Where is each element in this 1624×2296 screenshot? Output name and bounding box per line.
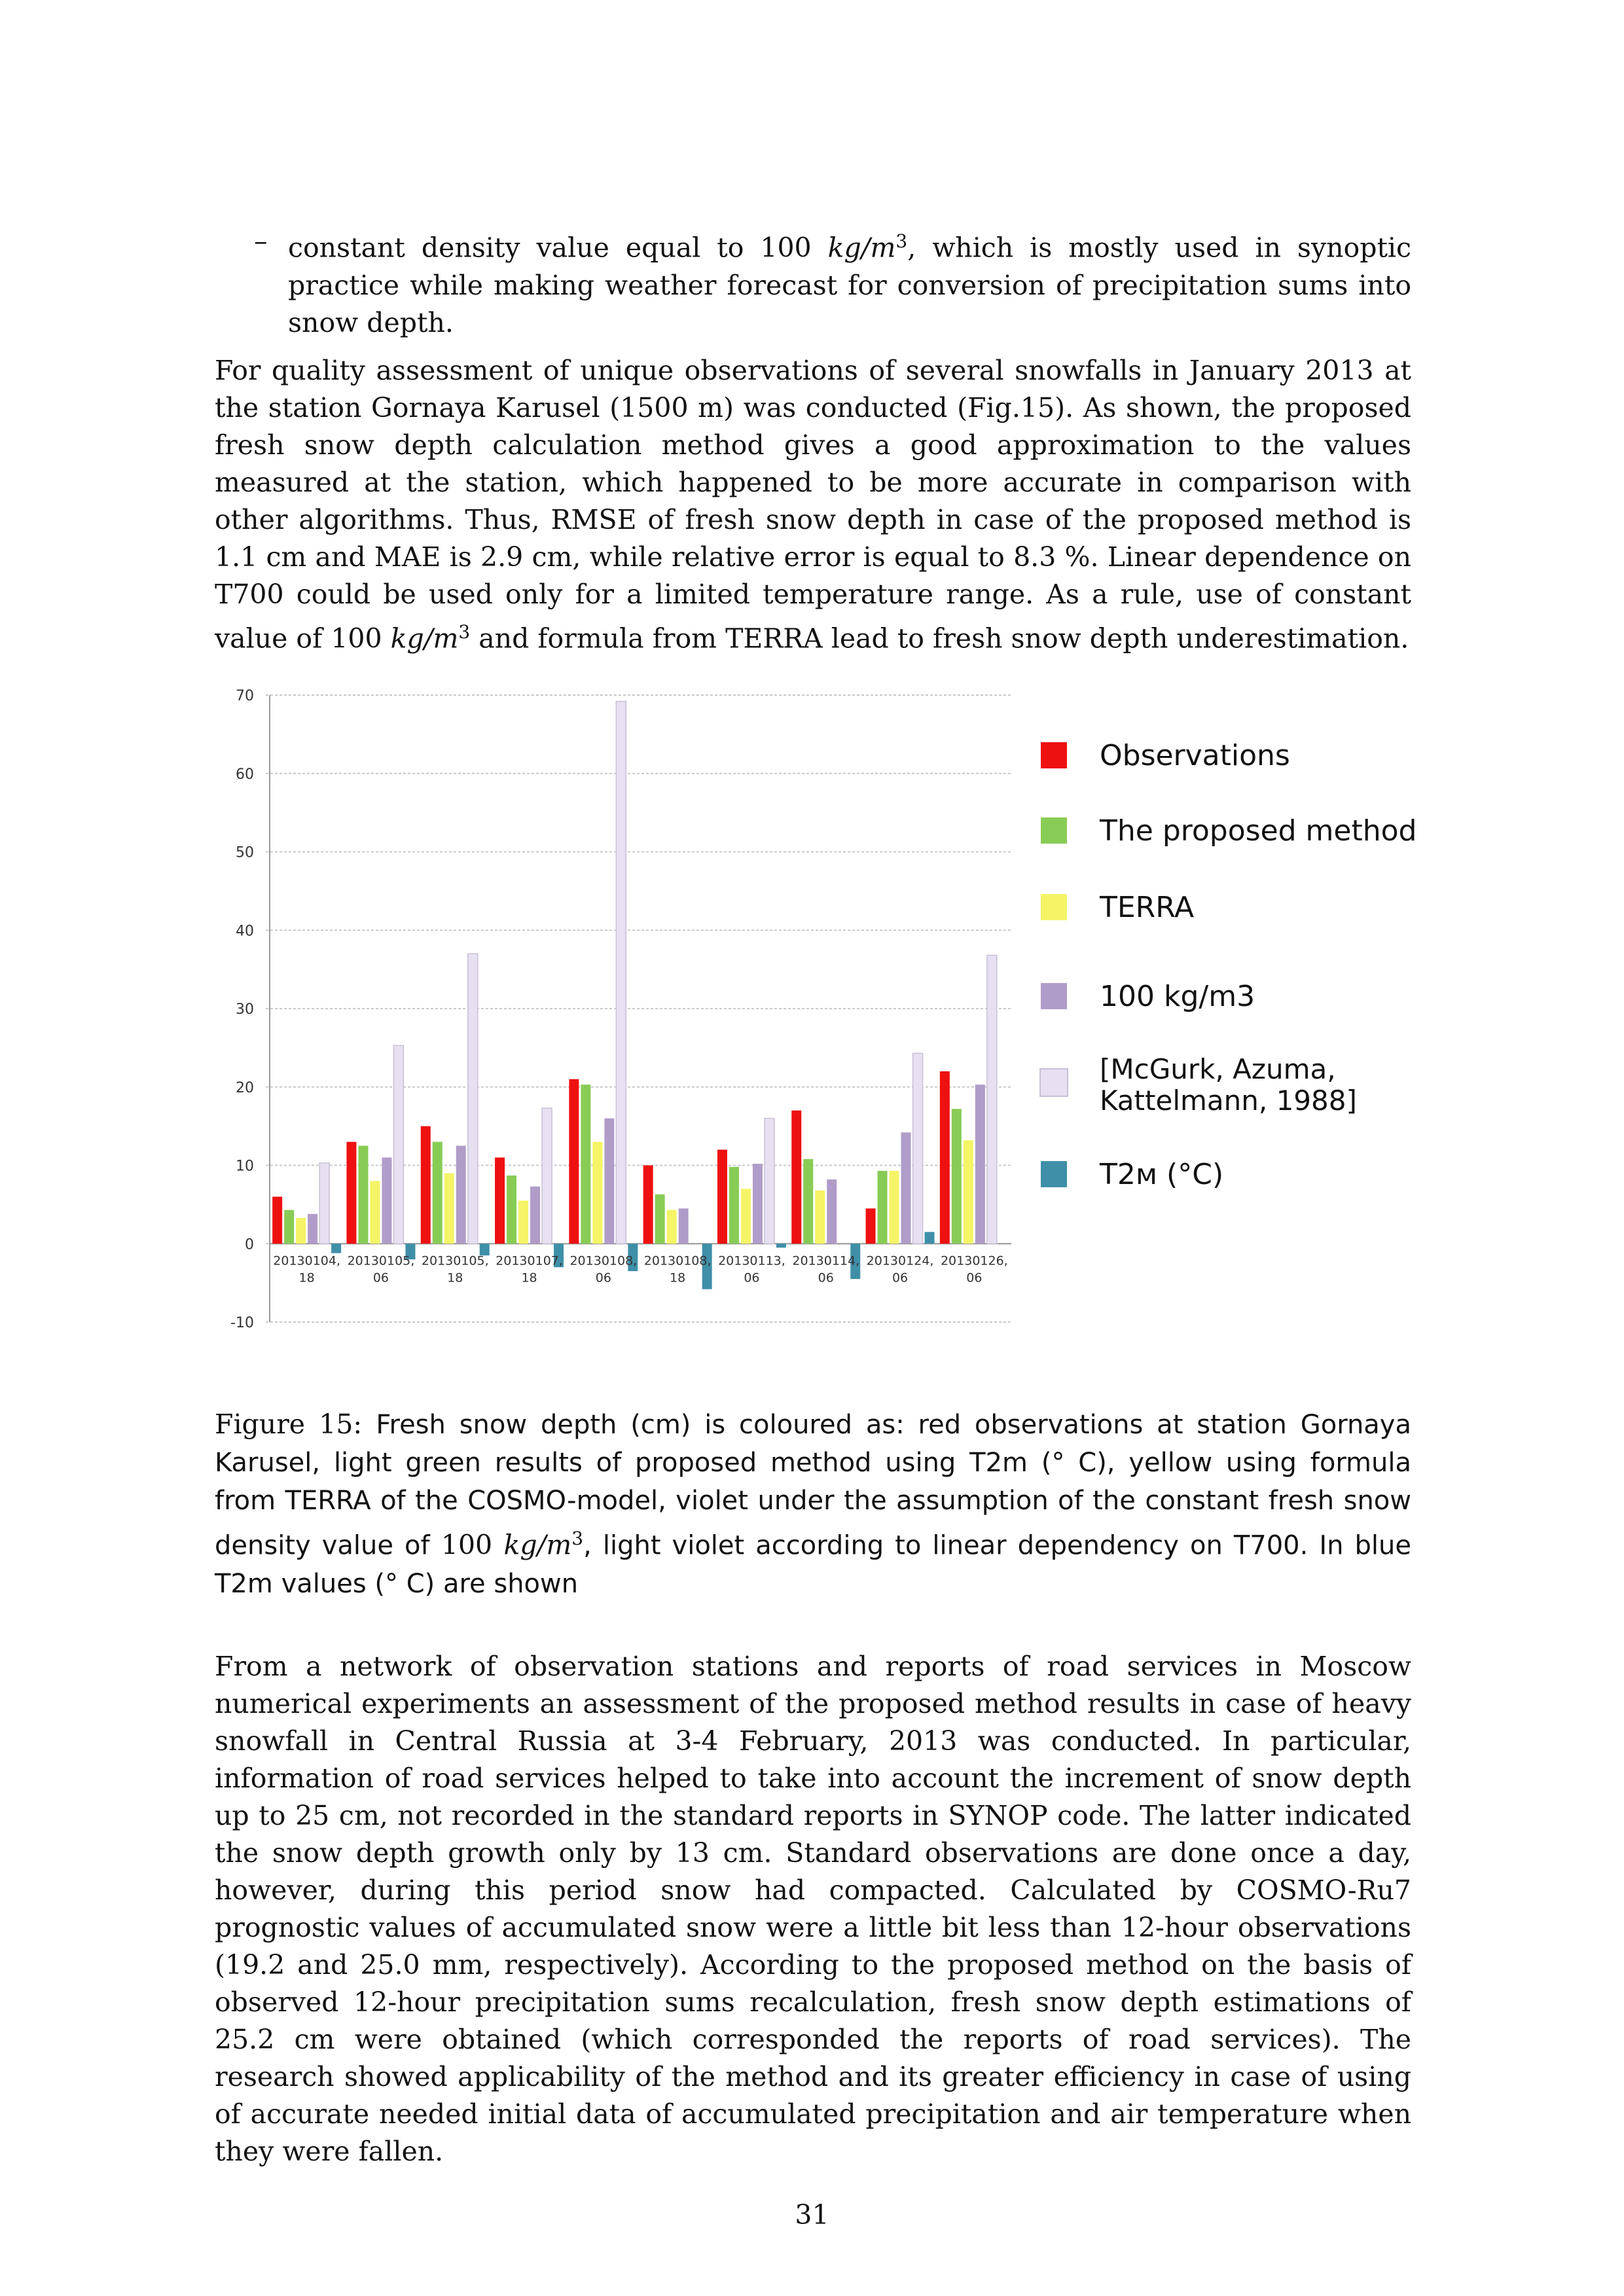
x-tick-label: 20130105, <box>421 1253 489 1268</box>
x-tick-label-hour: 18 <box>298 1270 315 1285</box>
superscript: 3 <box>895 230 908 252</box>
para1-text-a: For quality assessment of unique observations of several snowfalls in January 2013 at the station Gornaya Karusel (1500 m) was conducted (Fig.15). As shown, the proposed fresh snow depth calculation method gives a good approximation to the values measured at the station, which happened to be more accurate in comparison with other algorithms. Thus, RMSE of fresh snow depth in case of the proposed method is 1.1 cm and MAE is 2.9 cm, while relative error is equal to 8.3 %. Linear dependence on T700 could be used only for a limited temperature range. As a rule, use of constant value of 100 <box>215 355 1411 655</box>
bar-3-9 <box>975 1085 985 1244</box>
x-tick-label-hour: 06 <box>595 1270 611 1285</box>
y-tick-label: 60 <box>236 766 254 783</box>
legend-swatch <box>1041 1161 1067 1187</box>
x-tick-label: 20130126, <box>940 1253 1008 1268</box>
bar-4-2 <box>468 954 478 1244</box>
unit-kg-m: kg/m <box>827 232 896 264</box>
x-tick-label-hour: 06 <box>966 1270 983 1285</box>
legend-label-line2: Kattelmann, 1988] <box>1100 1085 1357 1117</box>
bar-1-5 <box>655 1194 665 1244</box>
x-tick-label: 20130113, <box>718 1253 785 1268</box>
legend-label-line1: [McGurk, Azuma, <box>1100 1053 1336 1085</box>
x-tick-label-hour: 06 <box>892 1270 909 1285</box>
bar-1-6 <box>729 1167 739 1244</box>
bar-5-8 <box>925 1232 935 1244</box>
x-tick-label: 20130114, <box>792 1253 860 1268</box>
superscript: 3 <box>571 1528 584 1549</box>
unit-kg-m: kg/m <box>390 622 459 655</box>
x-tick-label-hour: 18 <box>447 1270 463 1285</box>
bar-2-8 <box>890 1171 899 1244</box>
bar-0-9 <box>940 1071 950 1244</box>
caption-num: 100 <box>441 1529 504 1561</box>
legend-label: 100 kg/m3 <box>1100 980 1255 1013</box>
bar-2-6 <box>741 1189 751 1244</box>
bar-1-1 <box>358 1146 368 1244</box>
bullet-text-post: , which is mostly used in synoptic practice while making weather forecast for conversion of precipitation sums into snow depth. <box>288 232 1411 338</box>
y-tick-label: 30 <box>236 1001 254 1018</box>
x-tick-label: 20130108, <box>569 1253 638 1268</box>
bar-3-7 <box>827 1179 837 1244</box>
legend-swatch <box>1041 742 1067 768</box>
caption-text-b: , light violet according to linear dependency on T700. In blue T2m values (° C) are shown <box>215 1530 1411 1599</box>
bar-1-8 <box>878 1171 888 1244</box>
bar-2-2 <box>444 1173 454 1244</box>
legend-swatch <box>1041 983 1067 1009</box>
x-tick-label-hour: 18 <box>670 1270 686 1285</box>
legend-label: TERRA <box>1100 891 1195 924</box>
y-axis-ticks <box>230 688 254 1331</box>
paragraph-2: From a network of observation stations and reports of road services in Moscow numerical experiments an assessment of the proposed method results in case of heavy snowfall in Central Russia at 3-4 February, 2013 was conducted. In particular, information of road services helped to take into account the increment of snow depth up to 25 cm, not recorded in the standard reports in SYNOP code. The latter indicated the snow depth growth only by 13 cm. Standard observations are done once a day, however, during this period snow had compacted. Calculated by COSMO-Ru7 prognostic values of accumulated snow were a little bit less than 12-hour observations (19.2 and 25.0 mm, respectively). According to the proposed method on the basis of observed 12-hour precipitation sums recalculation, fresh snow depth estimations of 25.2 cm were obtained (which corresponded the reports of road services). The research showed applicability of the method and its greater efficiency in case of using of accurate needed initial data of accumulated precipitation and air temperature when they were fallen. <box>215 1651 1411 2167</box>
x-tick-label: 20130104, <box>273 1253 341 1268</box>
legend-label: Observations <box>1100 739 1290 772</box>
x-tick-label-hour: 06 <box>818 1270 834 1285</box>
chart-bars <box>272 702 997 1289</box>
bar-0-8 <box>866 1208 876 1244</box>
bar-3-0 <box>308 1214 317 1244</box>
bar-2-7 <box>815 1191 825 1244</box>
superscript: 3 <box>458 621 471 643</box>
bar-0-4 <box>569 1079 579 1244</box>
bar-4-3 <box>542 1108 552 1244</box>
bar-0-3 <box>495 1158 505 1244</box>
bar-2-9 <box>964 1140 973 1244</box>
legend-label: The proposed method <box>1100 814 1417 848</box>
bar-2-0 <box>296 1218 306 1244</box>
legend-label <box>1100 1054 1357 1117</box>
figure-caption <box>215 1406 1411 1603</box>
bar-4-9 <box>987 956 997 1244</box>
bullet-item <box>288 223 1411 342</box>
x-tick-label-hour: 06 <box>372 1270 389 1285</box>
y-tick-label: 10 <box>236 1158 254 1175</box>
legend-swatch <box>1041 894 1067 920</box>
x-axis-ticks <box>273 1253 1007 1285</box>
legend-swatch <box>1041 1069 1067 1096</box>
x-tick-label-hour: 18 <box>521 1270 537 1285</box>
x-tick-label: 20130107, <box>496 1253 563 1268</box>
y-tick-label: 50 <box>236 844 254 861</box>
unit-kg-m: kg/m <box>503 1529 572 1561</box>
bar-4-4 <box>616 702 626 1244</box>
y-tick-label: 0 <box>245 1236 254 1253</box>
bar-3-8 <box>901 1132 911 1244</box>
bar-2-5 <box>667 1210 677 1244</box>
x-tick-label: 20130105, <box>347 1253 415 1268</box>
caption-label: Figure 15: <box>215 1408 363 1440</box>
legend-label: T2м (°C) <box>1100 1158 1224 1191</box>
bar-3-3 <box>530 1187 540 1244</box>
x-tick-label-hour: 06 <box>744 1270 760 1285</box>
y-tick-label: 20 <box>236 1079 254 1096</box>
bar-1-7 <box>803 1159 813 1244</box>
bar-0-7 <box>791 1111 801 1244</box>
bar-5-6 <box>776 1244 786 1247</box>
bar-1-9 <box>952 1109 962 1244</box>
y-tick-label: 70 <box>236 688 254 704</box>
legend-swatch <box>1041 817 1067 844</box>
bar-3-6 <box>753 1164 763 1244</box>
x-tick-label: 20130124, <box>866 1253 934 1268</box>
bar-4-6 <box>765 1119 774 1244</box>
bar-0-2 <box>421 1126 431 1244</box>
bar-chart <box>223 674 1034 1348</box>
bar-1-3 <box>507 1175 516 1244</box>
bar-2-1 <box>370 1181 380 1244</box>
bar-4-1 <box>393 1045 403 1244</box>
bar-2-4 <box>592 1142 602 1244</box>
bar-4-0 <box>319 1163 329 1244</box>
bar-0-1 <box>346 1142 356 1244</box>
bullet-mark: – <box>254 225 268 257</box>
bar-3-5 <box>679 1208 689 1244</box>
bar-3-4 <box>604 1119 614 1244</box>
bar-1-2 <box>433 1142 442 1244</box>
bar-3-2 <box>456 1146 466 1244</box>
x-tick-label: 20130108, <box>643 1253 712 1268</box>
bar-1-4 <box>581 1085 590 1244</box>
y-tick-label: 40 <box>236 923 254 940</box>
paragraph-1 <box>215 352 1411 658</box>
bar-5-0 <box>331 1244 341 1253</box>
bullet-text-pre: constant density value equal to 100 <box>288 232 828 264</box>
bar-0-5 <box>643 1166 653 1244</box>
bar-1-0 <box>284 1210 294 1244</box>
bar-3-1 <box>382 1158 391 1244</box>
para1-text-b: and formula from TERRA lead to fresh snow depth underestimation. <box>470 622 1409 655</box>
bar-0-0 <box>272 1196 282 1244</box>
page-number: 31 <box>795 2199 829 2231</box>
y-tick-label: -10 <box>230 1315 254 1331</box>
caption-text-a: Fresh snow depth (cm) is coloured as: red observations at station Gornaya Karusel, light green results of proposed method using T2m (° C), yellow using formula from TERRA of the COSMO-model, violet under the assumption of the constant fresh snow density value of <box>215 1410 1411 1561</box>
bar-2-3 <box>518 1200 528 1244</box>
bar-0-6 <box>717 1150 727 1244</box>
bar-4-8 <box>913 1053 923 1244</box>
